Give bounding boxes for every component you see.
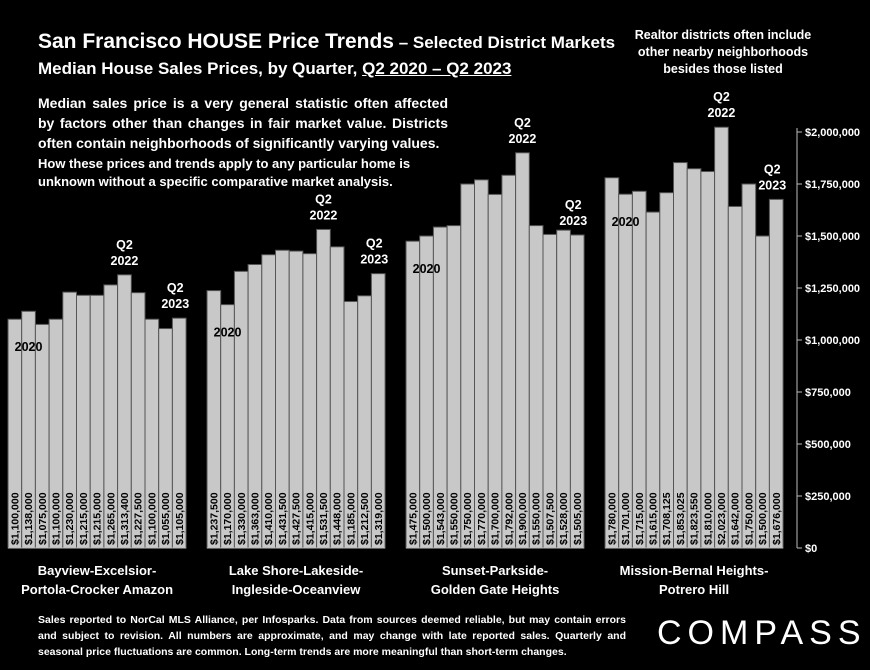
bar-value-label: $1,230,000 <box>64 492 77 545</box>
bar-value-label: $1,615,000 <box>647 492 660 545</box>
bar-value-label: $1,100,000 <box>9 492 22 545</box>
end-quarter-label: Q2 <box>365 236 383 251</box>
end-year-label: 2023 <box>559 213 588 228</box>
start-year-label: 2020 <box>412 262 441 277</box>
bar-value-label: $1,185,000 <box>345 492 358 545</box>
bar-value-label: $1,427,500 <box>290 492 303 545</box>
bar-value-label: $1,500,000 <box>421 492 434 545</box>
bar-value-label: $1,550,000 <box>530 492 543 545</box>
end-year-label: 2023 <box>360 252 389 267</box>
end-quarter-label: Q2 <box>763 162 781 177</box>
district-name-line1: Sunset-Parkside- <box>441 563 549 578</box>
bar-value-label: $1,170,000 <box>222 492 235 545</box>
bar-value-label: $1,701,000 <box>620 492 633 545</box>
bar-value-label: $1,505,000 <box>571 492 584 545</box>
bar <box>502 175 516 548</box>
bar-value-label: $1,700,000 <box>489 492 502 545</box>
bar-value-label: $1,448,000 <box>331 492 344 545</box>
y-tick-label: $1,250,000 <box>805 283 861 295</box>
district-name-line1: Lake Shore-Lakeside- <box>228 563 364 578</box>
start-year-label: 2020 <box>611 215 640 230</box>
median-price-note: Median sales price is a very general statistic often affected by factors other than changes in fair market value. Districts often contain neighborhoods of significantly varying values. <box>38 95 448 151</box>
bar-value-label: $1,410,000 <box>263 492 276 545</box>
peak-quarter-label: Q2 <box>116 237 133 252</box>
bar-value-label: $1,750,000 <box>743 492 756 545</box>
bar-value-label: $1,642,000 <box>729 492 742 545</box>
y-tick-label: $1,750,000 <box>805 179 861 191</box>
bar-value-label: $1,810,000 <box>702 492 715 545</box>
bar-value-label: $1,780,000 <box>606 492 619 545</box>
bar-value-label: $1,363,000 <box>249 492 262 545</box>
bar-value-label: $1,415,000 <box>304 492 317 545</box>
y-tick-label: $750,000 <box>805 387 851 399</box>
bar-value-label: $1,138,000 <box>23 492 36 545</box>
peak-year-label: 2022 <box>707 106 736 121</box>
bar-value-label: $1,215,000 <box>77 492 90 545</box>
peak-year-label: 2022 <box>309 208 338 223</box>
bar-value-label: $1,528,000 <box>558 492 571 545</box>
y-tick-label: $250,000 <box>805 491 851 503</box>
bar-value-label: $1,531,500 <box>317 492 330 545</box>
bar-value-label: $2,023,000 <box>715 492 728 545</box>
peak-year-label: 2022 <box>110 253 139 268</box>
district-note: Realtor districts often include other nearby neighborhoods besides those listed <box>634 28 812 76</box>
bar-value-label: $1,237,500 <box>208 492 221 545</box>
bar-value-label: $1,792,000 <box>503 492 516 545</box>
y-tick-label: $1,500,000 <box>805 231 861 243</box>
peak-quarter-label: Q2 <box>514 115 531 130</box>
bar-value-label: $1,215,000 <box>91 492 104 545</box>
start-year-label: 2020 <box>213 325 242 340</box>
district-name-line2: Golden Gate Heights <box>430 582 560 597</box>
bar-value-label: $1,313,400 <box>118 492 131 545</box>
district-name-line1: Mission-Bernal Heights- <box>619 563 769 578</box>
district-name-line2: Potrero Hill <box>659 582 730 597</box>
start-year-label: 2020 <box>14 340 43 355</box>
bar-value-label: $1,676,000 <box>770 492 783 545</box>
bar-value-label: $1,550,000 <box>448 492 461 545</box>
bar-value-label: $1,212,500 <box>359 492 372 545</box>
analysis-note: How these prices and trends apply to any particular home is unknown without a specific comparative market analysis. <box>38 156 411 189</box>
title-suffix: – Selected District Markets <box>393 33 616 52</box>
end-year-label: 2023 <box>758 178 787 193</box>
bar-value-label: $1,900,000 <box>516 492 529 545</box>
bar-value-label: $1,100,000 <box>50 492 63 545</box>
peak-year-label: 2022 <box>508 131 537 146</box>
end-year-label: 2023 <box>161 297 190 312</box>
subtitle-range: Q2 2020 – Q2 2023 <box>362 59 512 78</box>
bar-value-label: $1,708,125 <box>661 492 674 545</box>
compass-logo: COMPASS <box>657 614 867 652</box>
subtitle-prefix: Median House Sales Prices, by Quarter, <box>38 59 363 78</box>
peak-quarter-label: Q2 <box>315 192 332 207</box>
bar-value-label: $1,227,500 <box>132 492 145 545</box>
peak-quarter-label: Q2 <box>713 90 730 105</box>
end-quarter-label: Q2 <box>166 281 184 296</box>
bar-value-label: $1,507,500 <box>544 492 557 545</box>
district-name-line2: Portola-Crocker Amazon <box>21 582 174 597</box>
bar <box>701 172 715 548</box>
end-quarter-label: Q2 <box>564 197 582 212</box>
bar-value-label: $1,075,000 <box>36 492 49 545</box>
bar <box>516 153 530 548</box>
title-main: San Francisco HOUSE Price Trends <box>38 30 394 53</box>
y-tick-label: $1,000,000 <box>805 335 861 347</box>
bar-value-label: $1,100,000 <box>146 492 159 545</box>
bar-value-label: $1,770,000 <box>475 492 488 545</box>
footer-disclaimer: Sales reported to NorCal MLS Alliance, per Infosparks. Data from sources deemed reliable, but may contain errors and subject to revision. All numbers are approximate, and may change with late reported sales. Quarterly and seasonal price fluctuations are common. Long-term trends are more meaningful than short-term changes. <box>38 614 626 658</box>
bar-value-label: $1,105,000 <box>173 492 186 545</box>
y-tick-label: $0 <box>805 543 818 555</box>
bar-value-label: $1,500,000 <box>757 492 770 545</box>
bar-value-label: $1,055,000 <box>160 492 173 545</box>
y-tick-label: $500,000 <box>805 439 851 451</box>
bar-value-label: $1,823,550 <box>688 492 701 545</box>
bar <box>674 163 688 548</box>
bar-value-label: $1,750,000 <box>462 492 475 545</box>
bar-value-label: $1,475,000 <box>407 492 420 545</box>
bar-value-label: $1,319,000 <box>372 492 385 545</box>
bar <box>687 169 701 548</box>
bar-value-label: $1,330,000 <box>235 492 248 545</box>
district-name-line2: Ingleside-Oceanview <box>231 582 361 597</box>
bar-value-label: $1,853,025 <box>674 492 687 545</box>
district-name-line1: Bayview-Excelsior- <box>37 563 157 578</box>
bar <box>715 127 729 548</box>
bar-value-label: $1,715,000 <box>633 492 646 545</box>
bar-value-label: $1,265,000 <box>105 492 118 545</box>
bar-value-label: $1,431,500 <box>276 492 289 545</box>
bar-value-label: $1,543,000 <box>434 492 447 545</box>
y-tick-label: $2,000,000 <box>805 127 861 139</box>
